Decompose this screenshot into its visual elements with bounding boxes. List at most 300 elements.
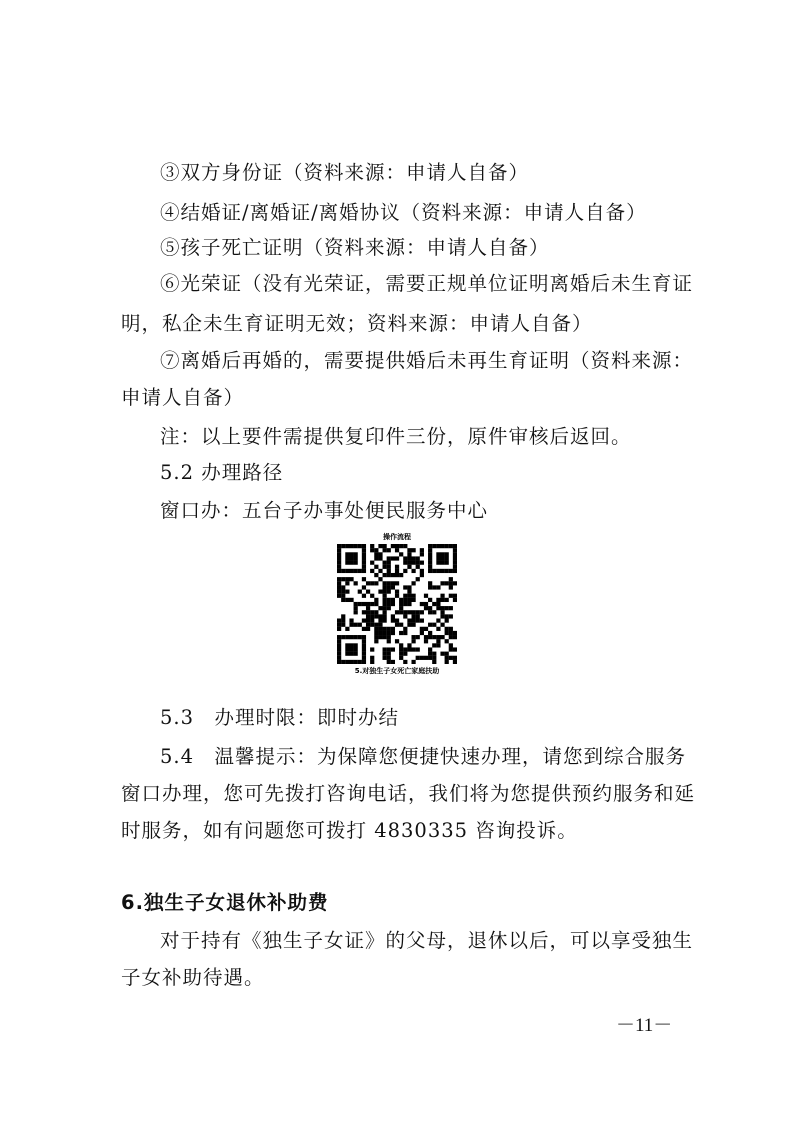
qr-module: [436, 602, 440, 606]
qr-module: [337, 660, 341, 664]
qr-module: [436, 639, 440, 643]
section-5-4-line-1: 5.4 温馨提示：为保障您便捷快速办理，请您到综合服务: [160, 745, 687, 768]
qr-module: [362, 594, 366, 598]
qr-module: [358, 635, 362, 639]
qr-module: [424, 656, 428, 660]
qr-module: [345, 635, 349, 639]
qr-module: [374, 639, 378, 643]
qr-module: [362, 565, 366, 569]
qr-module: [366, 618, 370, 622]
qr-module: [395, 594, 399, 598]
qr-module: [432, 656, 436, 660]
qr-module: [387, 639, 391, 643]
qr-module: [440, 606, 444, 610]
section-5-4-line-3: 时服务，如有问题您可拨打 4830335 咨询投诉。: [121, 819, 578, 842]
qr-module: [436, 552, 440, 556]
qr-module: [374, 598, 378, 602]
qr-module: [378, 627, 382, 631]
qr-code-image: [337, 544, 457, 664]
qr-module: [399, 647, 403, 651]
qr-module: [337, 577, 341, 581]
qr-module: [358, 623, 362, 627]
qr-module: [445, 556, 449, 560]
qr-module: [403, 569, 407, 573]
qr-module: [440, 598, 444, 602]
qr-module: [362, 561, 366, 565]
qr-module: [349, 623, 353, 627]
qr-module: [436, 635, 440, 639]
qr-bottom-caption: 5.对独生子女死亡家庭扶助: [354, 667, 440, 675]
qr-module: [411, 639, 415, 643]
qr-module: [349, 598, 353, 602]
qr-module: [395, 565, 399, 569]
qr-module: [345, 652, 349, 656]
qr-module: [399, 544, 403, 548]
qr-module: [345, 627, 349, 631]
qr-module: [383, 627, 387, 631]
qr-module: [416, 614, 420, 618]
qr-module: [453, 581, 457, 585]
qr-module: [428, 606, 432, 610]
qr-module: [395, 544, 399, 548]
qr-module: [453, 561, 457, 565]
qr-module: [341, 569, 345, 573]
qr-module: [354, 602, 358, 606]
qr-module: [370, 602, 374, 606]
qr-module: [428, 656, 432, 660]
qr-module: [403, 652, 407, 656]
qr-module: [403, 627, 407, 631]
qr-module: [383, 573, 387, 577]
qr-module: [387, 569, 391, 573]
qr-module: [411, 561, 415, 565]
qr-module: [436, 598, 440, 602]
qr-module: [374, 581, 378, 585]
qr-module: [449, 569, 453, 573]
qr-module: [395, 639, 399, 643]
qr-module: [416, 656, 420, 660]
qr-module: [366, 610, 370, 614]
qr-module: [366, 623, 370, 627]
qr-module: [383, 647, 387, 651]
qr-module: [362, 652, 366, 656]
qr-module: [428, 623, 432, 627]
qr-module: [407, 602, 411, 606]
qr-module: [391, 556, 395, 560]
qr-module: [354, 623, 358, 627]
qr-module: [399, 610, 403, 614]
qr-module: [428, 598, 432, 602]
qr-module: [453, 598, 457, 602]
qr-module: [453, 544, 457, 548]
qr-module: [362, 660, 366, 664]
qr-module: [407, 647, 411, 651]
qr-module: [362, 602, 366, 606]
qr-module: [424, 594, 428, 598]
qr-module: [428, 569, 432, 573]
qr-module: [440, 614, 444, 618]
qr-module: [416, 577, 420, 581]
qr-module: [407, 556, 411, 560]
qr-module: [420, 656, 424, 660]
qr-module: [387, 581, 391, 585]
qr-module: [349, 552, 353, 556]
qr-module: [420, 631, 424, 635]
qr-module: [354, 556, 358, 560]
qr-module: [345, 561, 349, 565]
qr-module: [428, 647, 432, 651]
qr-module: [428, 561, 432, 565]
qr-module: [337, 656, 341, 660]
qr-module: [395, 548, 399, 552]
qr-module: [445, 569, 449, 573]
qr-module: [387, 606, 391, 610]
qr-module: [420, 552, 424, 556]
qr-module: [349, 561, 353, 565]
qr-module: [428, 631, 432, 635]
qr-module: [387, 548, 391, 552]
qr-module: [370, 569, 374, 573]
qr-module: [391, 598, 395, 602]
qr-module: [354, 610, 358, 614]
section-6-title: 6.独生子女退休补助费: [121, 891, 329, 914]
qr-module: [337, 618, 341, 622]
qr-module: [391, 647, 395, 651]
qr-module: [403, 602, 407, 606]
qr-module: [387, 561, 391, 565]
qr-module: [337, 594, 341, 598]
qr-module: [383, 631, 387, 635]
qr-module: [395, 590, 399, 594]
qr-module: [366, 602, 370, 606]
qr-module: [378, 569, 382, 573]
qr-module: [449, 631, 453, 635]
qr-module: [411, 594, 415, 598]
qr-module: [374, 565, 378, 569]
qr-module: [432, 623, 436, 627]
qr-module: [366, 614, 370, 618]
qr-module: [387, 635, 391, 639]
qr-module: [403, 598, 407, 602]
qr-module: [345, 660, 349, 664]
qr-module: [411, 647, 415, 651]
qr-module: [358, 569, 362, 573]
qr-module: [395, 573, 399, 577]
qr-module: [366, 590, 370, 594]
qr-module: [345, 556, 349, 560]
qr-module: [432, 610, 436, 614]
qr-module: [391, 614, 395, 618]
qr-module: [378, 556, 382, 560]
qr-module: [395, 610, 399, 614]
qr-module: [391, 573, 395, 577]
qr-module: [420, 573, 424, 577]
qr-module: [378, 623, 382, 627]
qr-module: [395, 618, 399, 622]
qr-module: [424, 627, 428, 631]
qr-module: [341, 623, 345, 627]
qr-module: [436, 556, 440, 560]
qr-module: [337, 639, 341, 643]
qr-module: [345, 590, 349, 594]
qr-module: [370, 544, 374, 548]
qr-module: [432, 544, 436, 548]
qr-module: [416, 647, 420, 651]
qr-module: [453, 656, 457, 660]
qr-module: [387, 627, 391, 631]
qr-module: [341, 618, 345, 622]
qr-module: [420, 610, 424, 614]
qr-module: [445, 552, 449, 556]
qr-module: [383, 652, 387, 656]
qr-module: [428, 552, 432, 556]
qr-module: [445, 606, 449, 610]
qr-module: [337, 561, 341, 565]
qr-module: [362, 643, 366, 647]
qr-module: [354, 581, 358, 585]
section-5-4-line-2: 窗口办理，您可先拨打咨询电话，我们将为您提供预约服务和延: [121, 782, 696, 805]
qr-module: [362, 618, 366, 622]
section-6-line-2: 子女补助待遇。: [121, 966, 265, 989]
item-7-line-1: ⑦离婚后再婚的，需要提供婚后未再生育证明（资料来源：: [160, 349, 694, 372]
section-5-3: 5.3 办理时限：即时办结: [160, 706, 400, 729]
qr-module: [354, 561, 358, 565]
qr-module: [445, 639, 449, 643]
qr-module: [449, 635, 453, 639]
qr-module: [374, 623, 378, 627]
qr-module: [416, 561, 420, 565]
qr-module: [436, 643, 440, 647]
qr-module: [428, 565, 432, 569]
qr-module: [445, 614, 449, 618]
qr-module: [354, 552, 358, 556]
qr-module: [358, 660, 362, 664]
qr-module: [420, 627, 424, 631]
qr-module: [341, 590, 345, 594]
qr-module: [354, 643, 358, 647]
qr-module: [449, 544, 453, 548]
qr-module: [383, 561, 387, 565]
qr-module: [432, 660, 436, 664]
qr-module: [420, 548, 424, 552]
qr-module: [337, 643, 341, 647]
qr-module: [449, 627, 453, 631]
qr-module: [337, 544, 341, 548]
qr-module: [349, 577, 353, 581]
qr-module: [337, 590, 341, 594]
qr-module: [440, 635, 444, 639]
qr-module: [374, 556, 378, 560]
qr-module: [403, 631, 407, 635]
qr-module: [453, 635, 457, 639]
qr-module: [428, 635, 432, 639]
qr-module: [366, 606, 370, 610]
qr-module: [349, 635, 353, 639]
qr-module: [445, 618, 449, 622]
qr-module: [420, 618, 424, 622]
qr-module: [449, 585, 453, 589]
qr-module: [411, 556, 415, 560]
qr-module: [449, 643, 453, 647]
qr-module: [440, 569, 444, 573]
qr-module: [407, 590, 411, 594]
qr-module: [370, 623, 374, 627]
item-6-line-2: 明，私企未生育证明无效；资料来源：申请人自备）: [121, 312, 593, 335]
qr-module: [445, 598, 449, 602]
qr-module: [349, 647, 353, 651]
qr-module: [411, 569, 415, 573]
qr-block: [334, 532, 460, 680]
qr-module: [399, 623, 403, 627]
qr-module: [345, 581, 349, 585]
qr-module: [399, 631, 403, 635]
qr-module: [407, 565, 411, 569]
qr-module: [453, 631, 457, 635]
qr-module: [383, 635, 387, 639]
page-number: －11－: [616, 1015, 673, 1036]
qr-module: [349, 569, 353, 573]
qr-module: [428, 548, 432, 552]
qr-module: [337, 623, 341, 627]
qr-module: [416, 556, 420, 560]
qr-module: [383, 610, 387, 614]
qr-module: [370, 548, 374, 552]
qr-top-caption: 操作流程: [383, 533, 411, 541]
qr-module: [354, 660, 358, 664]
qr-module: [453, 565, 457, 569]
qr-module: [416, 635, 420, 639]
qr-module: [449, 581, 453, 585]
qr-module: [407, 618, 411, 622]
qr-module: [436, 585, 440, 589]
qr-module: [403, 610, 407, 614]
item-7-line-2: 申请人自备）: [121, 386, 245, 409]
qr-module: [387, 631, 391, 635]
qr-module: [370, 594, 374, 598]
qr-module: [445, 660, 449, 664]
section-5-2-window: 窗口办：五台子办事处便民服务中心: [160, 499, 489, 522]
qr-module: [453, 647, 457, 651]
qr-module: [440, 581, 444, 585]
note-line: 注：以上要件需提供复印件三份，原件审核后返回。: [160, 425, 632, 448]
qr-module: [403, 556, 407, 560]
qr-module: [362, 635, 366, 639]
qr-module: [445, 656, 449, 660]
qr-module: [445, 581, 449, 585]
qr-module: [337, 581, 341, 585]
qr-module: [378, 590, 382, 594]
qr-module: [399, 652, 403, 656]
qr-module: [362, 639, 366, 643]
qr-module: [387, 585, 391, 589]
qr-module: [428, 610, 432, 614]
qr-module: [399, 656, 403, 660]
qr-module: [440, 552, 444, 556]
qr-module: [387, 647, 391, 651]
qr-module: [337, 556, 341, 560]
qr-module: [387, 556, 391, 560]
qr-module: [395, 569, 399, 573]
qr-module: [378, 606, 382, 610]
qr-module: [411, 623, 415, 627]
section-6-line-1: 对于持有《独生子女证》的父母，退休以后，可以享受独生: [160, 929, 694, 952]
qr-module: [362, 569, 366, 573]
qr-module: [440, 623, 444, 627]
qr-module: [345, 577, 349, 581]
qr-module: [383, 598, 387, 602]
qr-module: [403, 647, 407, 651]
qr-module: [374, 552, 378, 556]
qr-module: [453, 548, 457, 552]
qr-module: [387, 660, 391, 664]
qr-module: [432, 652, 436, 656]
qr-module: [378, 631, 382, 635]
qr-module: [354, 647, 358, 651]
qr-module: [349, 652, 353, 656]
qr-module: [399, 573, 403, 577]
qr-module: [420, 602, 424, 606]
qr-module: [411, 660, 415, 664]
qr-module: [378, 577, 382, 581]
qr-module: [399, 552, 403, 556]
qr-module: [453, 594, 457, 598]
qr-module: [411, 581, 415, 585]
qr-module: [391, 585, 395, 589]
qr-module: [449, 577, 453, 581]
qr-module: [453, 552, 457, 556]
qr-module: [424, 602, 428, 606]
qr-module: [383, 581, 387, 585]
qr-module: [370, 656, 374, 660]
qr-module: [362, 544, 366, 548]
qr-module: [358, 590, 362, 594]
qr-module: [399, 598, 403, 602]
qr-module: [391, 631, 395, 635]
qr-module: [387, 590, 391, 594]
qr-module: [387, 565, 391, 569]
qr-module: [428, 652, 432, 656]
qr-module: [383, 656, 387, 660]
qr-module: [341, 577, 345, 581]
qr-module: [449, 647, 453, 651]
qr-module: [445, 631, 449, 635]
item-5: ⑤孩子死亡证明（资料来源：申请人自备）: [160, 236, 550, 259]
qr-module: [349, 556, 353, 560]
qr-module: [449, 606, 453, 610]
qr-module: [383, 565, 387, 569]
qr-module: [354, 544, 358, 548]
qr-module: [362, 552, 366, 556]
qr-module: [391, 602, 395, 606]
qr-module: [407, 552, 411, 556]
qr-module: [345, 647, 349, 651]
qr-module: [436, 569, 440, 573]
qr-module: [362, 577, 366, 581]
qr-module: [407, 610, 411, 614]
qr-module: [391, 627, 395, 631]
qr-module: [428, 585, 432, 589]
qr-module: [436, 627, 440, 631]
qr-module: [391, 544, 395, 548]
qr-module: [383, 618, 387, 622]
qr-module: [407, 548, 411, 552]
qr-module: [407, 594, 411, 598]
qr-module: [354, 635, 358, 639]
section-5-2-title: 5.2 办理路径: [160, 461, 284, 484]
qr-module: [407, 585, 411, 589]
qr-module: [337, 565, 341, 569]
qr-module: [436, 618, 440, 622]
